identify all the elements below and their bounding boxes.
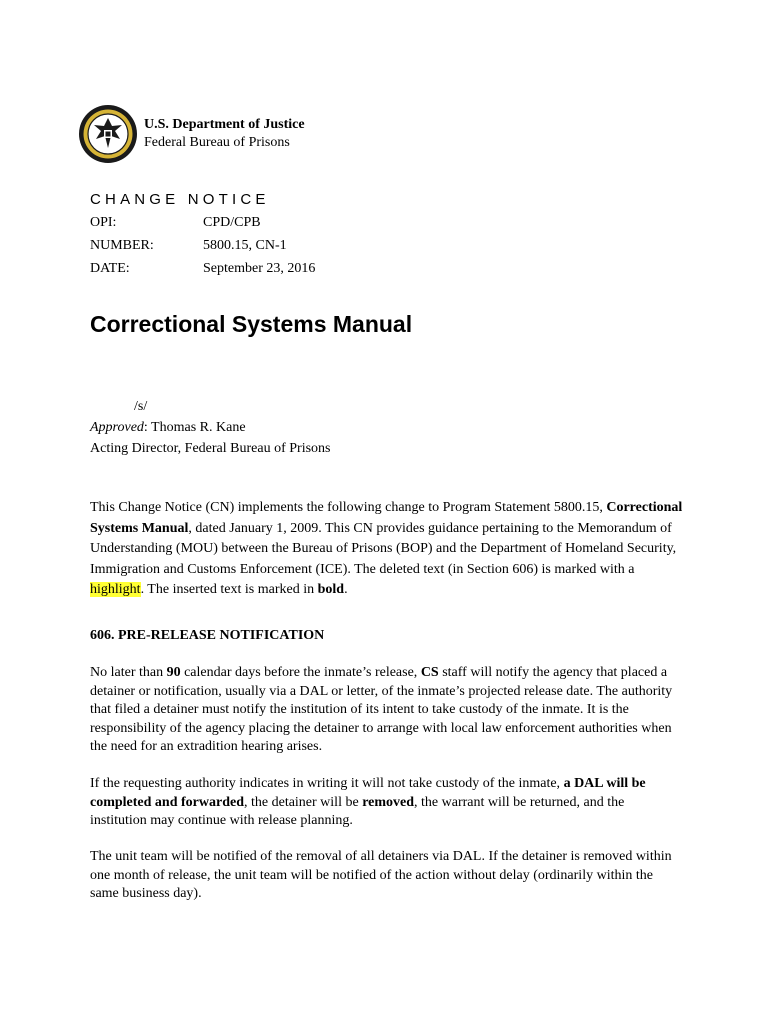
paragraph-text: , the detainer will be bbox=[244, 794, 363, 810]
bureau-name: Federal Bureau of Prisons bbox=[144, 135, 290, 150]
meta-value: CPD/CPB bbox=[203, 215, 261, 230]
notice-metadata bbox=[90, 211, 315, 280]
meta-row-opi bbox=[90, 211, 315, 234]
doj-seal-icon bbox=[78, 104, 138, 164]
approval-block bbox=[90, 396, 331, 459]
meta-row-date bbox=[90, 257, 315, 280]
approved-name: : Thomas R. Kane bbox=[143, 420, 246, 435]
intro-text: , dated January 1, 2009. This CN provides guidance pertaining to the Memorandum of Understanding (MOU) between the Bureau of Prisons (BOP) and the Department of Homeland Security, Immigration and Customs Enforcement (ICE). The deleted text (in Section 606) is marked with a bbox=[90, 520, 677, 577]
intro-text: . The inserted text is marked in bbox=[140, 582, 318, 597]
section-paragraph-1 bbox=[90, 664, 680, 757]
approved-line bbox=[90, 417, 331, 438]
signature: /s/ bbox=[134, 399, 148, 414]
department-name: U.S. Department of Justice bbox=[144, 117, 305, 132]
bold-sample: bold bbox=[317, 582, 345, 597]
paragraph-text: calendar days before the inmate’s release, bbox=[180, 665, 421, 680]
intro-paragraph bbox=[90, 498, 690, 601]
meta-key: NUMBER: bbox=[90, 238, 154, 253]
manual-title: Correctional Systems Manual bbox=[90, 311, 413, 337]
paragraph-text: No later than bbox=[90, 665, 167, 680]
approver-role: Acting Director, Federal Bureau of Prisons bbox=[90, 441, 331, 456]
meta-value: 5800.15, CN-1 bbox=[203, 238, 287, 253]
section-paragraph-2 bbox=[90, 775, 680, 831]
inserted-text: 90 bbox=[166, 665, 181, 680]
meta-key: DATE: bbox=[90, 261, 130, 276]
inserted-text: a DAL will be completed and forwarded bbox=[90, 776, 646, 810]
intro-text: This Change Notice (CN) implements the following change to Program Statement 5800.15, bbox=[90, 500, 607, 515]
intro-bold-manual: Correctional Systems Manual bbox=[90, 500, 683, 536]
meta-row-number bbox=[90, 234, 315, 257]
agency-header bbox=[144, 116, 305, 152]
meta-value: September 23, 2016 bbox=[203, 261, 316, 276]
section-paragraph-3: The unit team will be notified of the removal of all detainers via DAL. If the detainer is removed within one month of release, the unit team will be notified of the action without delay (ordinarily within the same business day). bbox=[90, 849, 672, 901]
highlight-sample: highlight bbox=[90, 582, 141, 597]
meta-key: OPI: bbox=[90, 215, 117, 230]
paragraph-text: staff will notify the agency that placed a detainer or notification, usually via a DAL or letter, of the inmate’s projected release date. The authority that filed a detainer must notify the institution of its intent to take custody of the inmate. It is the responsibility of the agency placing the detainer to arrange with local law enforcement authorities when the need for an extradition hearing arises. bbox=[90, 665, 673, 754]
section-heading: 606. PRE-RELEASE NOTIFICATION bbox=[90, 628, 325, 643]
intro-text: . bbox=[344, 582, 348, 597]
inserted-text: CS bbox=[420, 665, 439, 680]
approved-label: Approved bbox=[90, 420, 144, 435]
paragraph-text: If the requesting authority indicates in writing it will not take custody of the inmate, bbox=[90, 776, 564, 791]
change-notice-title: CHANGE NOTICE bbox=[90, 191, 270, 208]
inserted-text: removed bbox=[362, 794, 415, 810]
paragraph-text: , the warrant will be returned, and the institution may continue with release planning. bbox=[90, 794, 625, 828]
